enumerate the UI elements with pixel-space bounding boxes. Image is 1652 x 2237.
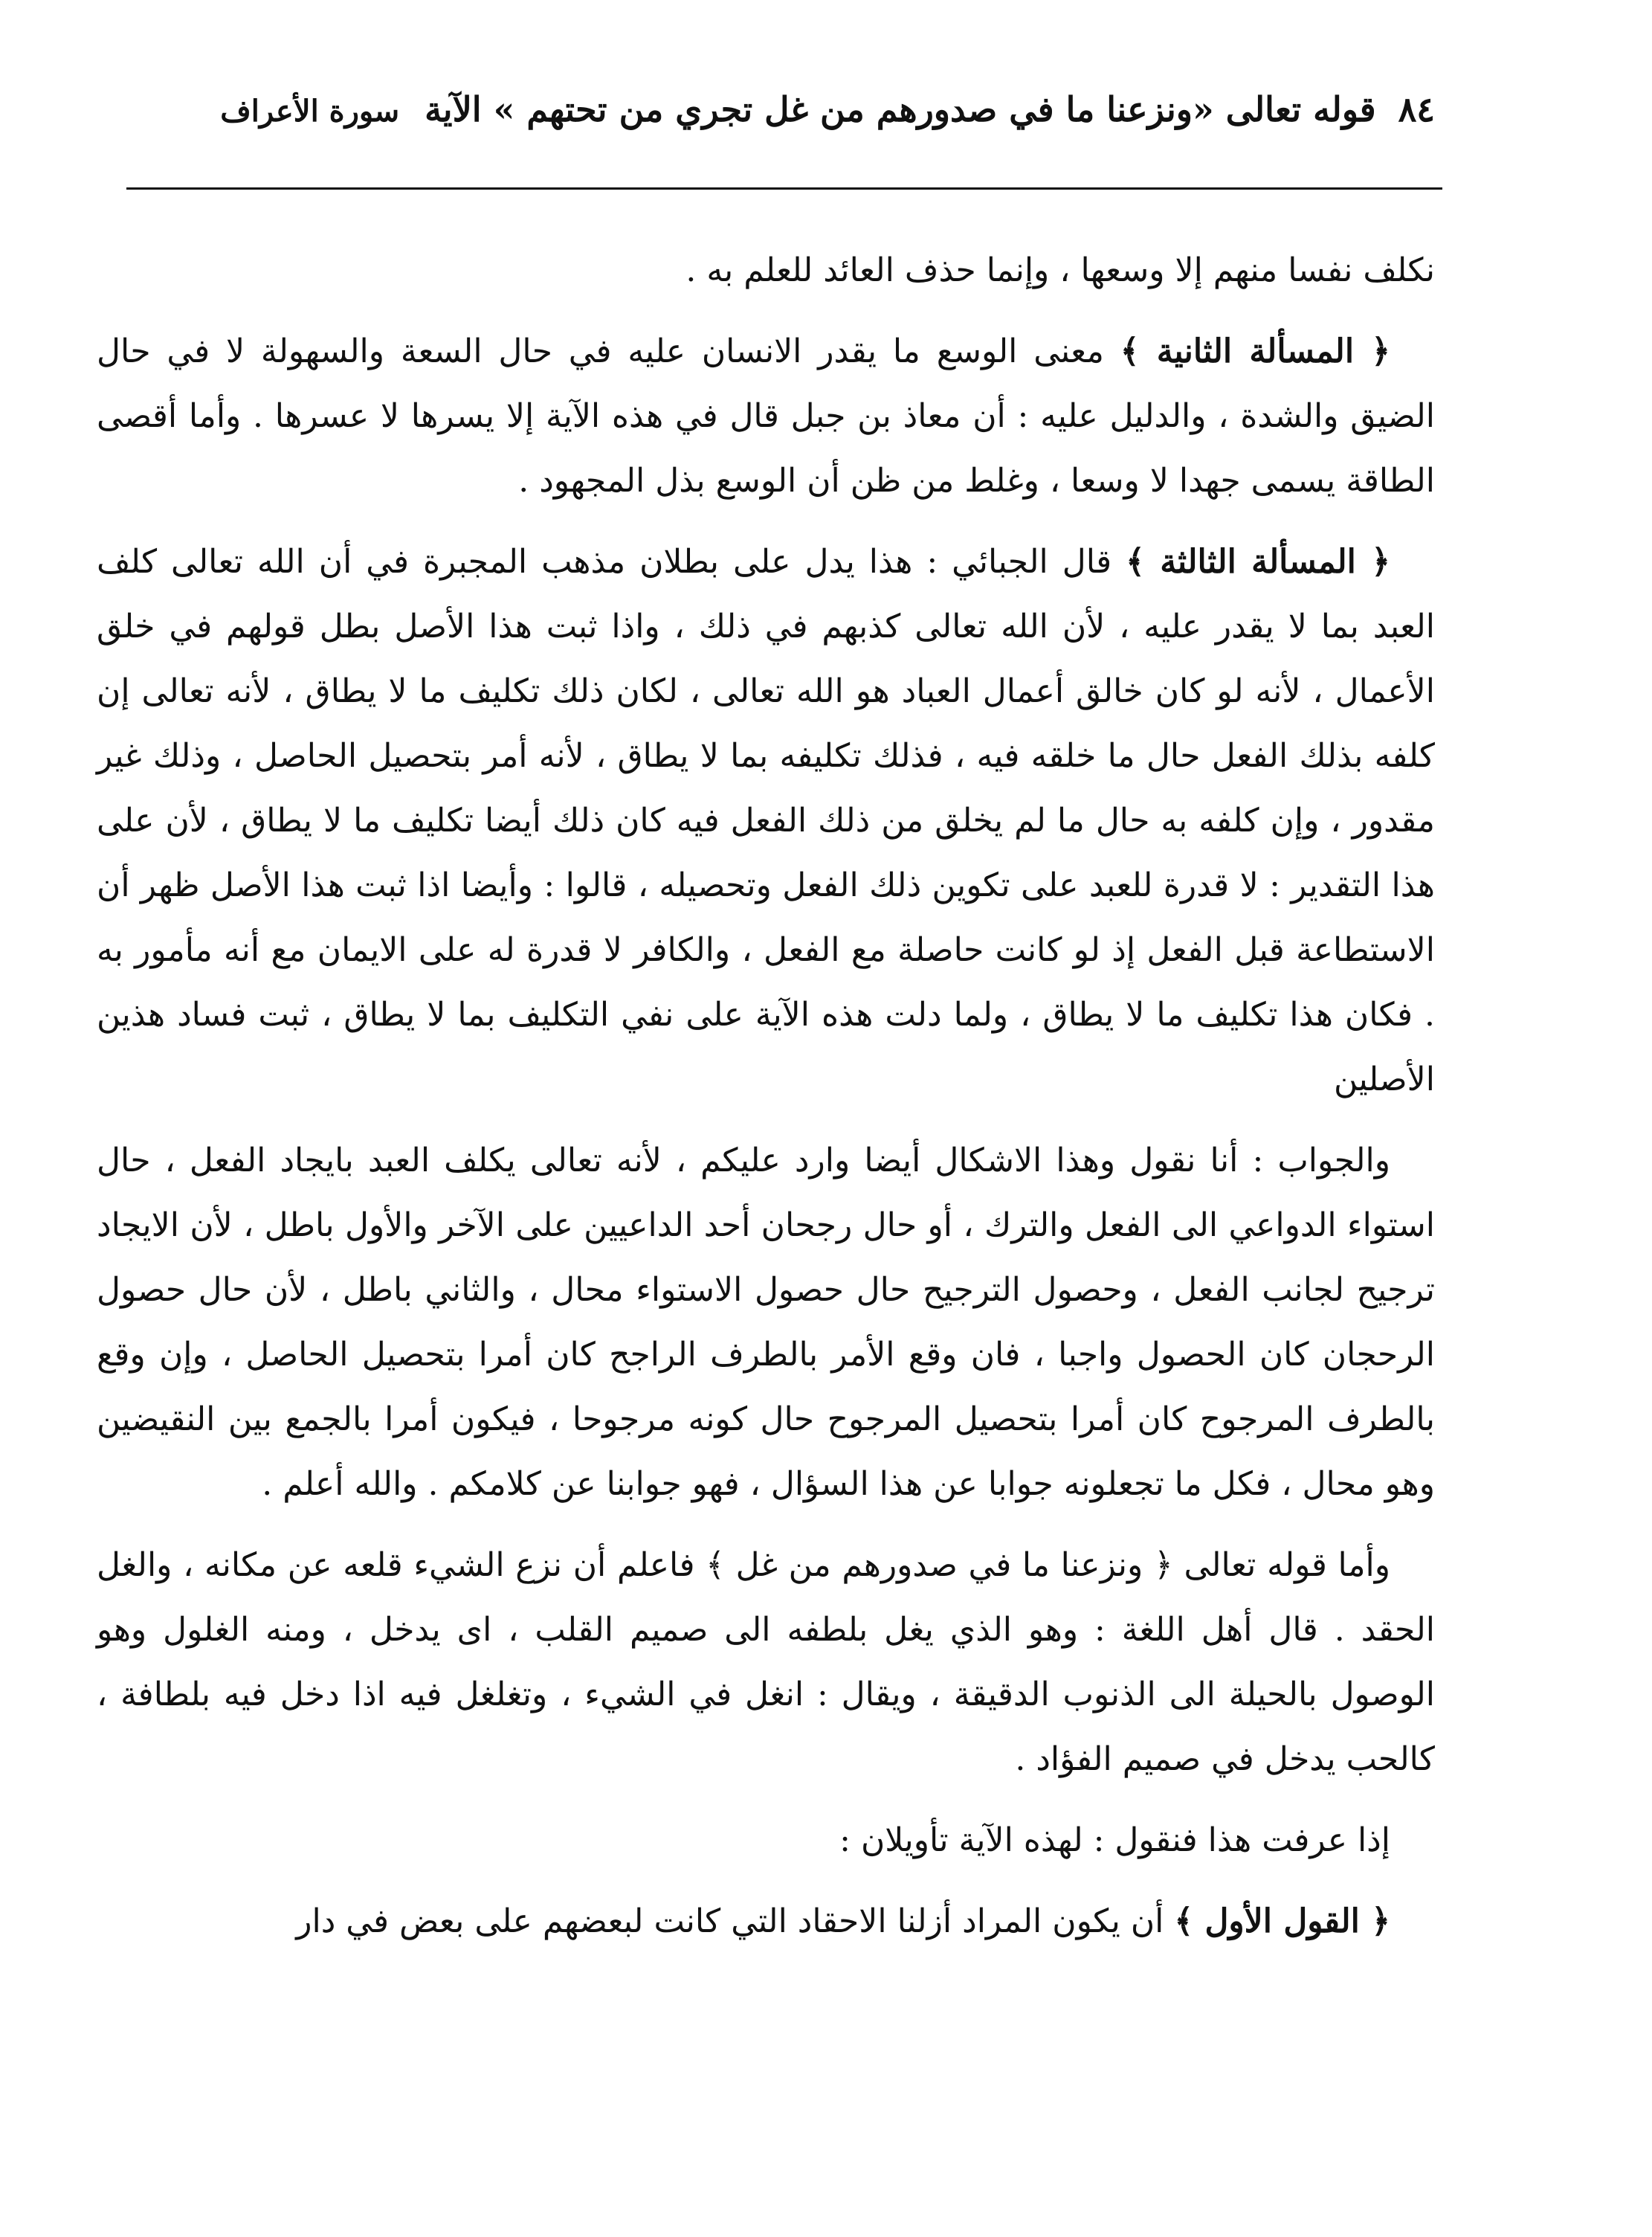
paragraph-verse-explanation [97,1533,1435,1792]
header-rule [126,187,1442,190]
body-text [97,238,1435,1970]
running-head [97,89,1435,149]
paragraph-masala-2 [97,319,1435,513]
paragraph-answer [97,1128,1435,1516]
paragraph-two-interpretations [97,1808,1435,1873]
running-head-verse: قوله تعالى «ونزعنا ما في صدورهم من غل تجري من تحتهم » الآية [425,89,1376,129]
paragraph-text: إذا عرفت هذا فنقول : لهذه الآية تأويلان : [839,1821,1390,1859]
running-head-title [97,89,1376,129]
paragraph-continuation [97,238,1435,303]
section-heading: ﴿ المسألة الثانية ﴾ [1120,332,1390,370]
paragraph-text: نكلف نفسا منهم إلا وسعها ، وإنما حذف العائد للعلم به . [685,251,1435,289]
page-number: ٨٤ [1398,89,1435,129]
paragraph-text: قال الجبائي : هذا يدل على بطلان مذهب المجبرة في أن الله تعالى كلف العبد بما لا يقدر عليه ، لأن الله تعالى كذبهم في ذلك ، واذا ثبت هذا الأصل بطل قولهم في خلق الأعمال ، لأنه لو كان خالق أعمال العباد هو الله تعالى ، لكان ذلك تكليف ما لا يطاق ، لأنه تعالى إن كلفه بذلك الفعل حال ما خلقه فيه ، فذلك تكليفه بما لا يطاق ، لأنه أمر بتحصيل الحاصل ، وذلك غير مقدور ، وإن كلفه به حال ما لم يخلق من ذلك الفعل فيه كان ذلك أيضا تكليف ما لا يطاق ، لأن على هذا التقدير : لا قدرة للعبد على تكوين ذلك الفعل وتحصيله ، قالوا : وأيضا اذا ثبت هذا الأصل ظهر أن الاستطاعة قبل الفعل إذ لو كانت حاصلة مع الفعل ، والكافر لا قدرة له على الايمان مع أنه مأمور به . فكان هذا تكليف ما لا يطاق ، ولما دلت هذه الآية على نفي التكليف بما لا يطاق ، ثبت فساد هذين الأصلين [97,543,1435,1098]
section-heading: ﴿ المسألة الثالثة ﴾ [1126,543,1390,581]
section-heading: ﴿ القول الأول ﴾ [1174,1902,1390,1940]
paragraph-text: والجواب : أنا نقول وهذا الاشكال أيضا وارد عليكم ، لأنه تعالى يكلف العبد بايجاد الفعل ، حال استواء الدواعي الى الفعل والترك ، أو حال رجحان أحد الداعيين على الآخر والأول باطل ، لأن الايجاد ترجيح لجانب الفعل ، وحصول الترجيح حال حصول الاستواء محال ، والثاني باطل ، لأن حال حصول الرحجان كان الحصول واجبا ، فان وقع الأمر بالطرف الراجح كان أمرا بتحصيل الحاصل ، وإن وقع بالطرف المرجوح كان أمرا بتحصيل المرجوح حال كونه مرجوحا ، فيكون أمرا بالجمع بين النقيضين وهو محال ، فكل ما تجعلونه جوابا عن هذا السؤال ، فهو جوابنا عن كلامكم . والله أعلم . [97,1142,1435,1503]
paragraph-text: وأما قوله تعالى ﴿ ونزعنا ما في صدورهم من غل ﴾ فاعلم أن نزع الشيء قلعه عن مكانه ، والغل الحقد . قال أهل اللغة : وهو الذي يغل بلطفه الى صميم القلب ، اى يدخل ، ومنه الغلول وهو الوصول بالحيلة الى الذنوب الدقيقة ، ويقال : انغل في الشيء ، وتغلغل فيه اذا دخل فيه بلطافة ، كالحب يدخل في صميم الفؤاد . [97,1546,1435,1778]
surah-name: سورة الأعراف [220,94,400,129]
paragraph-first-opinion [97,1889,1435,1954]
paragraph-text: معنى الوسع ما يقدر الانسان عليه في حال السعة والسهولة لا في حال الضيق والشدة ، والدليل عليه : أن معاذ بن جبل قال في هذه الآية إلا يسرها لا عسرها . وأما أقصى الطاقة يسمى جهدا لا وسعا ، وغلط من ظن أن الوسع بذل المجهود . [97,332,1435,500]
book-page [97,89,1435,2194]
paragraph-masala-3 [97,530,1435,1112]
paragraph-text: أن يكون المراد أزلنا الاحقاد التي كانت لبعضهم على بعض في دار [296,1902,1175,1940]
